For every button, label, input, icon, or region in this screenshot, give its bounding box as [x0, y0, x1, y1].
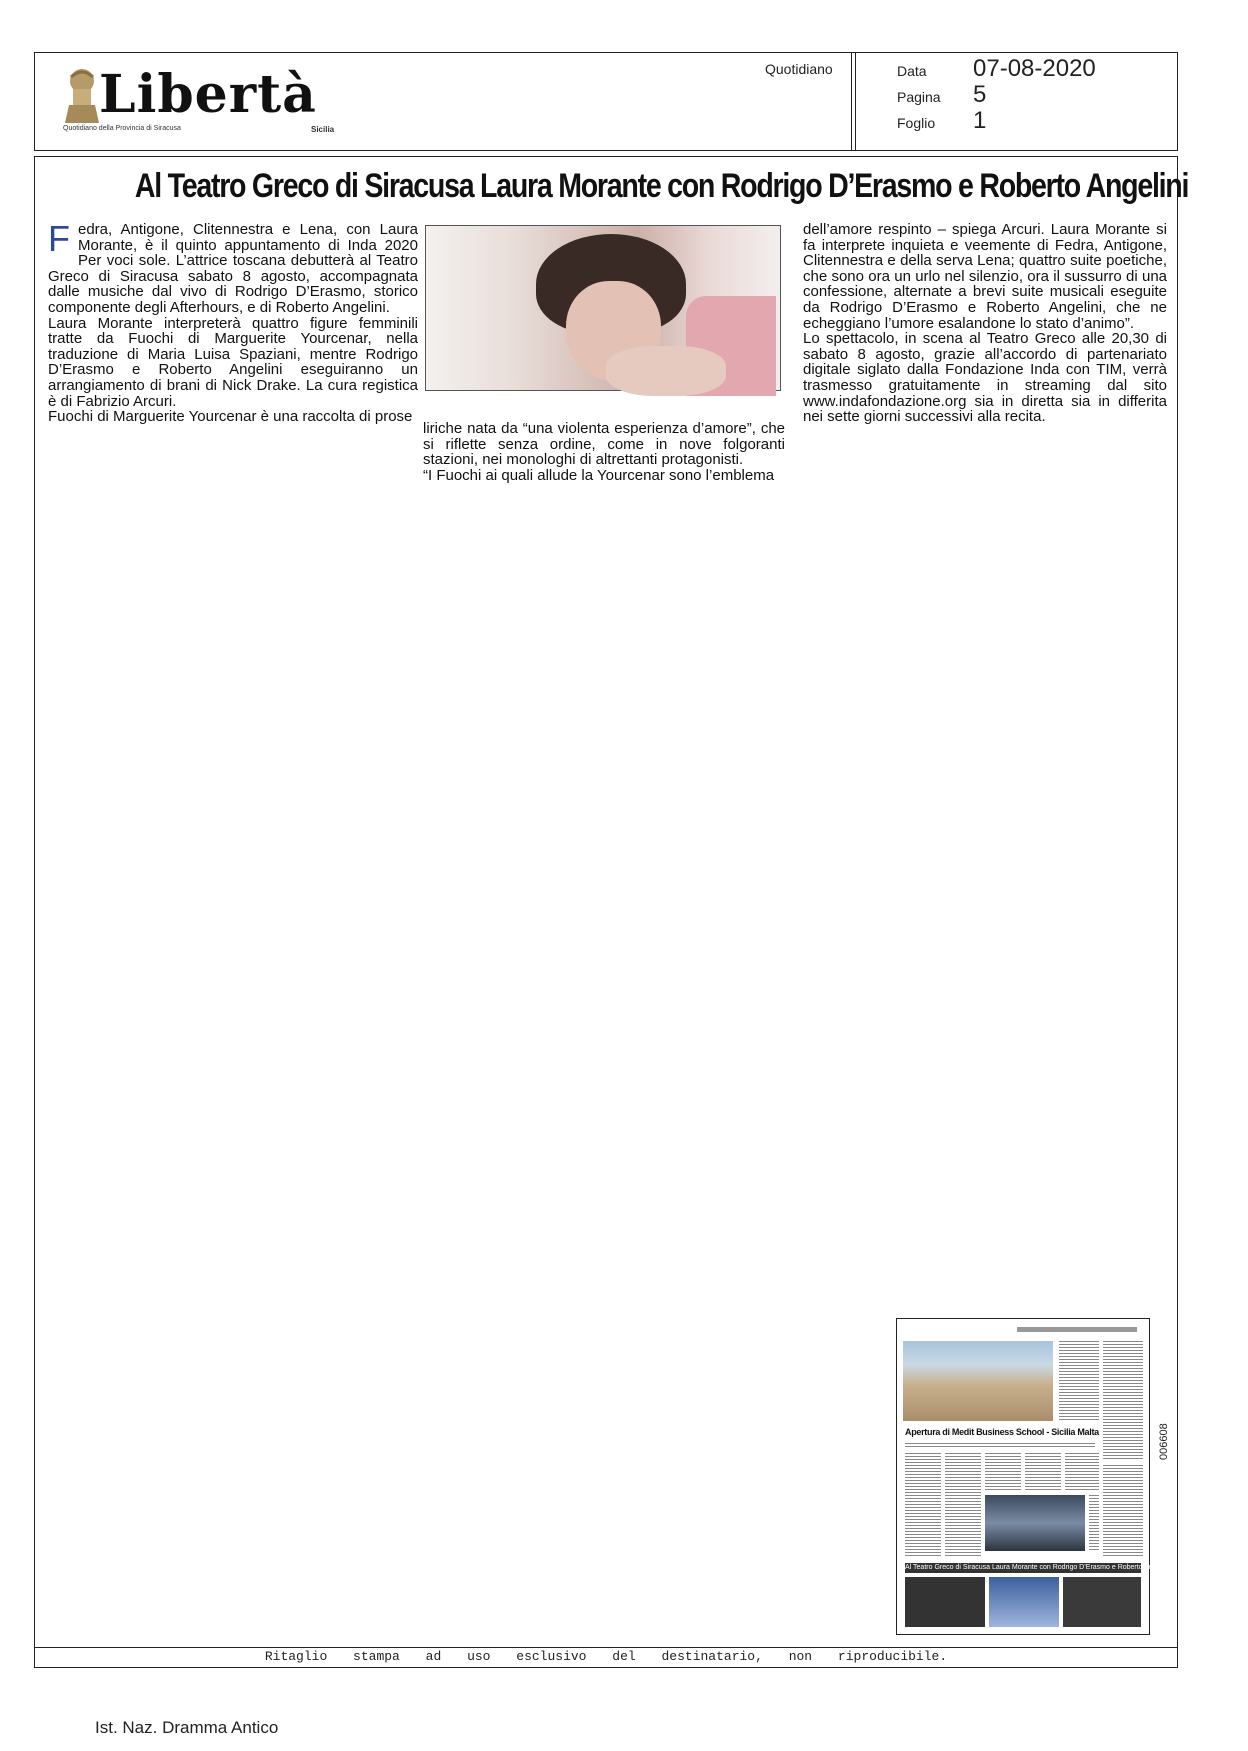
paragraph: edra, Antigone, Clitennestra e Lena, con Laura Morante, è il quinto appuntamento di Inda 2020 Per voci sole. L’attrice toscana debutterà al Teatro Greco di Siracusa sabato 8 agosto, accompagnata dalle musiche dal vivo di Rodrigo D’Erasmo, storico componente degli Afterhours, e di Roberto Angelini. [48, 221, 418, 316]
thumb-dark-block [905, 1577, 985, 1627]
bust-icon [63, 67, 101, 123]
thumb-text-block [1089, 1495, 1099, 1551]
sheet-value: 1 [973, 107, 987, 134]
paragraph: Fuochi di Marguerite Yourcenar è una raccolta di prose [48, 408, 413, 426]
article-column-1 [48, 218, 418, 426]
article-headline: Al Teatro Greco di Siracusa Laura Morante con Rodrigo D’Erasmo e Roberto Angelini [134, 167, 1189, 205]
thumb-thumb-photo [989, 1577, 1059, 1627]
thumb-header-bar [1017, 1327, 1137, 1332]
photo-hand [606, 346, 726, 396]
thumb-headline: Al Teatro Greco di Siracusa Laura Morante con Rodrigo D’Erasmo e Roberto Angelini [905, 1564, 1170, 1571]
thumb-text-block [985, 1453, 1021, 1491]
header-divider [851, 53, 852, 150]
thumb-dark-block [1063, 1577, 1141, 1627]
thumb-text-block [1025, 1453, 1061, 1491]
thumb-subtitle [905, 1443, 1095, 1447]
article-column-2 [423, 421, 785, 483]
thumb-city-image [903, 1341, 1053, 1421]
paragraph: liriche nata da “una violenta esperienza d’amore”, che si riflette senza ordine, come in nove folgoranti stazioni, nei monologhi di altrettanti protagonisti. [423, 420, 785, 469]
article-column-3 [803, 222, 1167, 425]
page-value: 5 [973, 81, 987, 108]
header-divider [855, 53, 856, 150]
thumb-text-block [945, 1453, 981, 1557]
date-label: Data [897, 63, 927, 79]
owner-label: Ist. Naz. Dramma Antico [95, 1718, 279, 1737]
thumb-text-block [1059, 1341, 1099, 1421]
newspaper-logo [63, 65, 363, 145]
logo-subtitle: Quotidiano della Provincia di Siracusa [63, 125, 181, 132]
thumb-title: Apertura di Medit Business School - Sicilia Malta [905, 1427, 1099, 1437]
date-value: 07-08-2020 [973, 55, 1096, 82]
page-label: Pagina [897, 89, 941, 105]
article-photo [425, 225, 781, 391]
paragraph: “I Fuochi ai quali allude la Yourcenar sono l’emblema [423, 466, 775, 484]
paragraph: dell’amore respinto – spiega Arcuri. Laura Morante si fa interprete inquieta e veemente di Fedra, Antigone, Clitennestra e della serva Lena; quattro suite poetiche, che sono ora un urlo nel silenzio, ora il sussurro di una confessione, alternate a brevi suite musicali eseguite da Rodrigo D’Erasmo e Roberto Angelini, che ne echeggiano l’umore esalandone lo stato d’animo”. [803, 221, 1167, 332]
thumb-text-block [1065, 1453, 1099, 1491]
paragraph: Laura Morante interpreterà quattro figure femminili tratte da Fuochi di Marguerite Yourcenar, nella traduzione di Maria Luisa Spaziani, mentre Rodrigo D’Erasmo e Roberto Angelini eseguiranno un arrangiamento di brani di Nick Drake. La cura registica è di Fabrizio Arcuri. [48, 314, 418, 410]
dropcap: F [48, 218, 70, 259]
thumb-text-block [1103, 1341, 1143, 1461]
footer-box [34, 1648, 1178, 1668]
doc-type: Quotidiano [765, 61, 833, 77]
header-box [34, 52, 1178, 151]
logo-title: Libertà [99, 64, 317, 125]
logo-region: Sicilia [311, 125, 335, 134]
side-code: 006608 [1158, 1423, 1170, 1460]
thumb-text-block [905, 1453, 941, 1557]
thumb-office-image [985, 1495, 1085, 1551]
footer-notice: Ritaglio stampa ad uso esclusivo del destinatario, non riproducibile. [264, 1649, 948, 1664]
thumb-text-block [1103, 1465, 1143, 1557]
paragraph: Lo spettacolo, in scena al Teatro Greco alle 20,30 di sabato 8 agosto, grazie all’accordo di partenariato digitale siglato dalla Fondazione Inda con TIM, verrà trasmesso gratuitamente in streaming dal sito www.indafondazione.org sia in diretta sia in differita nei sette giorni successivi alla recita. [803, 330, 1167, 426]
sheet-label: Foglio [897, 115, 936, 131]
